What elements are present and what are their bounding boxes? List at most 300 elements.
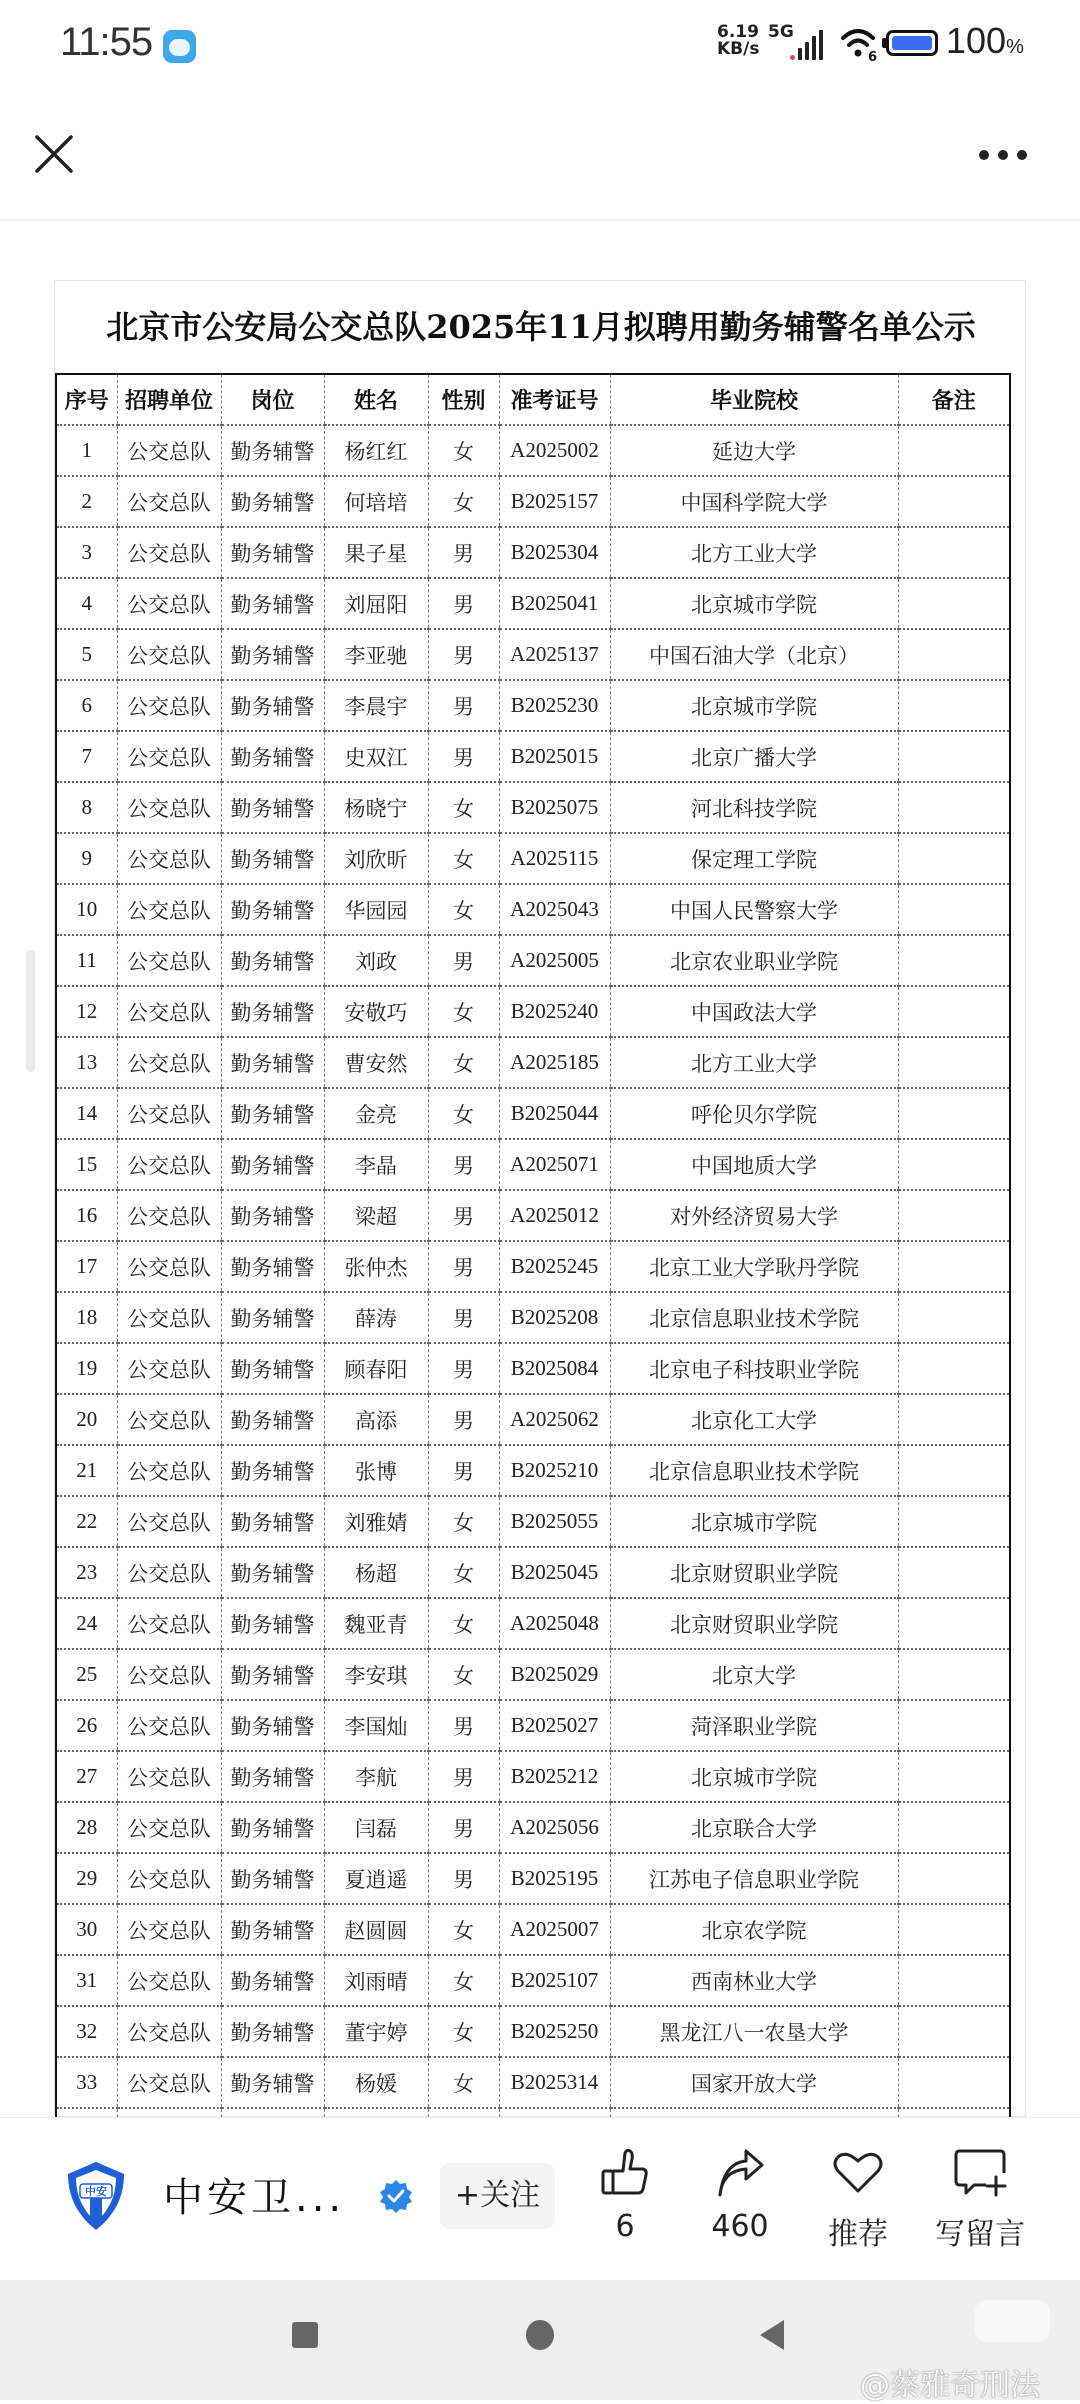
cell-exam-id: B2025029 [499, 1649, 610, 1700]
cell-exam-id: B2025107 [499, 1955, 610, 2006]
cell-index: 23 [56, 1547, 117, 1598]
cell-unit: 公交总队 [117, 884, 221, 935]
cell-exam-id: B2025045 [499, 1547, 610, 1598]
cell-school: 北方工业大学 [610, 527, 898, 578]
cell-gender: 女 [428, 884, 499, 935]
table-row [56, 1088, 1010, 1139]
cell-index: 21 [56, 1445, 117, 1496]
cell-index: 6 [56, 680, 117, 731]
cell-remark [898, 2057, 1010, 2108]
cell-position: 勤务辅警 [221, 1037, 324, 1088]
cell-remark [898, 1904, 1010, 1955]
cell-unit: 公交总队 [117, 1190, 221, 1241]
cell-school: 北京信息职业技术学院 [610, 1445, 898, 1496]
cell-exam-id: A2025048 [499, 1598, 610, 1649]
cell-position: 勤务辅警 [221, 578, 324, 629]
cell-exam-id: A2025002 [499, 425, 610, 476]
cell-remark [898, 2006, 1010, 2057]
table-row [56, 782, 1010, 833]
cell-gender: 女 [428, 833, 499, 884]
cell-school: 北京信息职业技术学院 [610, 1292, 898, 1343]
cell-unit: 公交总队 [117, 1241, 221, 1292]
cell-name: 梁超 [324, 1190, 428, 1241]
table-row [56, 2057, 1010, 2108]
cell-gender: 男 [428, 1292, 499, 1343]
cell-unit: 公交总队 [117, 680, 221, 731]
column-header-position: 岗位 [221, 374, 324, 425]
cell-position: 勤务辅警 [221, 680, 324, 731]
cell-index: 25 [56, 1649, 117, 1700]
cell-position: 勤务辅警 [221, 1955, 324, 2006]
home-button[interactable] [526, 2320, 554, 2350]
cell-name: 刘政 [324, 935, 428, 986]
cell-position: 勤务辅警 [221, 884, 324, 935]
cell-unit: 公交总队 [117, 935, 221, 986]
cell-position: 勤务辅警 [221, 1700, 324, 1751]
cell-position: 勤务辅警 [221, 1394, 324, 1445]
cell-name: 李晶 [324, 1139, 428, 1190]
cell-remark [898, 1649, 1010, 1700]
cell-remark [898, 986, 1010, 1037]
cell-unit: 公交总队 [117, 1598, 221, 1649]
cell-gender: 女 [428, 782, 499, 833]
cell-exam-id: A2025056 [499, 1802, 610, 1853]
column-header-name: 姓名 [324, 374, 428, 425]
cell-school: 延边大学 [610, 425, 898, 476]
cell-gender: 女 [428, 1598, 499, 1649]
cell-exam-id: B2025195 [499, 1853, 610, 1904]
author-name[interactable]: 中安卫... [163, 2175, 346, 2221]
cell-school: 北京大学 [610, 1649, 898, 1700]
cell-remark [898, 1241, 1010, 1292]
table-row [56, 1241, 1010, 1292]
cell-index: 2 [56, 476, 117, 527]
cell-remark [898, 1853, 1010, 1904]
cell-school: 北京财贸职业学院 [610, 1547, 898, 1598]
scroll-indicator[interactable] [26, 950, 35, 1072]
cell-exam-id: A2025137 [499, 629, 610, 680]
cell-position: 勤务辅警 [221, 1190, 324, 1241]
cell-school: 北京联合大学 [610, 1802, 898, 1853]
table-row [56, 884, 1010, 935]
comment-label: 写留言 [935, 2217, 1025, 2252]
cell-index: 30 [56, 1904, 117, 1955]
cell-unit: 公交总队 [117, 731, 221, 782]
roster-body [56, 425, 1010, 2159]
more-dots-icon [979, 150, 989, 160]
cell-school: 北京城市学院 [610, 1496, 898, 1547]
cell-school: 北京城市学院 [610, 680, 898, 731]
close-button[interactable] [30, 130, 78, 178]
cell-unit: 公交总队 [117, 1955, 221, 2006]
cell-school: 西南林业大学 [610, 1955, 898, 2006]
table-row [56, 935, 1010, 986]
cell-remark [898, 1598, 1010, 1649]
cell-remark [898, 1394, 1010, 1445]
table-row [56, 1547, 1010, 1598]
cell-position: 勤务辅警 [221, 1343, 324, 1394]
cell-school: 国家开放大学 [610, 2057, 898, 2108]
cell-school: 中国地质大学 [610, 1139, 898, 1190]
cell-index: 12 [56, 986, 117, 1037]
cell-remark [898, 1343, 1010, 1394]
cell-position: 勤务辅警 [221, 2057, 324, 2108]
column-header-index: 序号 [56, 374, 117, 425]
cell-index: 10 [56, 884, 117, 935]
cell-unit: 公交总队 [117, 1088, 221, 1139]
cell-remark [898, 1445, 1010, 1496]
cell-school: 北京工业大学耿丹学院 [610, 1241, 898, 1292]
cell-school: 北京化工大学 [610, 1394, 898, 1445]
cell-exam-id: B2025055 [499, 1496, 610, 1547]
cell-unit: 公交总队 [117, 1547, 221, 1598]
document-image[interactable] [54, 280, 1026, 2117]
cell-unit: 公交总队 [117, 425, 221, 476]
table-row [56, 680, 1010, 731]
cell-position: 勤务辅警 [221, 1802, 324, 1853]
table-row [56, 1190, 1010, 1241]
cell-school: 对外经济贸易大学 [610, 1190, 898, 1241]
cell-position: 勤务辅警 [221, 476, 324, 527]
cell-unit: 公交总队 [117, 629, 221, 680]
cell-index: 13 [56, 1037, 117, 1088]
cell-exam-id: A2025062 [499, 1394, 610, 1445]
cell-exam-id: B2025157 [499, 476, 610, 527]
cell-unit: 公交总队 [117, 1037, 221, 1088]
cell-remark [898, 1751, 1010, 1802]
cell-name: 赵圆圆 [324, 1904, 428, 1955]
table-row [56, 1139, 1010, 1190]
table-row [56, 1292, 1010, 1343]
cell-school: 河北科技学院 [610, 782, 898, 833]
cell-remark [898, 680, 1010, 731]
cell-unit: 公交总队 [117, 1496, 221, 1547]
table-row [56, 1037, 1010, 1088]
table-row [56, 527, 1010, 578]
cell-index: 27 [56, 1751, 117, 1802]
cell-exam-id: A2025007 [499, 1904, 610, 1955]
cell-index: 3 [56, 527, 117, 578]
cell-name: 李国灿 [324, 1700, 428, 1751]
cell-remark [898, 1802, 1010, 1853]
heart-icon [830, 2145, 886, 2201]
cell-remark [898, 1496, 1010, 1547]
cell-name: 董宇婷 [324, 2006, 428, 2057]
cell-index: 15 [56, 1139, 117, 1190]
cell-remark [898, 425, 1010, 476]
cell-exam-id: B2025041 [499, 578, 610, 629]
cell-position: 勤务辅警 [221, 1241, 324, 1292]
cell-unit: 公交总队 [117, 1904, 221, 1955]
cell-index: 16 [56, 1190, 117, 1241]
cell-name: 安敬巧 [324, 986, 428, 1037]
cell-position: 勤务辅警 [221, 1904, 324, 1955]
cell-index: 32 [56, 2006, 117, 2057]
network-speed [717, 24, 759, 58]
cell-remark [898, 1190, 1010, 1241]
cell-school: 北京广播大学 [610, 731, 898, 782]
cell-gender: 男 [428, 935, 499, 986]
cell-remark [898, 1037, 1010, 1088]
cell-unit: 公交总队 [117, 1343, 221, 1394]
table-row [56, 476, 1010, 527]
cell-index: 33 [56, 2057, 117, 2108]
cell-exam-id: A2025005 [499, 935, 610, 986]
table-row [56, 1802, 1010, 1853]
cell-school: 中国科学院大学 [610, 476, 898, 527]
cell-position: 勤务辅警 [221, 1292, 324, 1343]
cell-name: 果子星 [324, 527, 428, 578]
cell-index: 5 [56, 629, 117, 680]
cell-index: 7 [56, 731, 117, 782]
back-button[interactable] [760, 2320, 784, 2350]
cell-unit: 公交总队 [117, 1700, 221, 1751]
cell-position: 勤务辅警 [221, 1751, 324, 1802]
cell-school: 北京城市学院 [610, 578, 898, 629]
table-row [56, 1700, 1010, 1751]
cell-exam-id: B2025245 [499, 1241, 610, 1292]
cell-position: 勤务辅警 [221, 986, 324, 1037]
table-row [56, 1955, 1010, 2006]
cell-position: 勤务辅警 [221, 2006, 324, 2057]
cell-remark [898, 731, 1010, 782]
cell-index: 19 [56, 1343, 117, 1394]
roster-table [55, 373, 1011, 2160]
cell-position: 勤务辅警 [221, 527, 324, 578]
svg-text:中安: 中安 [85, 2185, 107, 2198]
cell-remark [898, 1292, 1010, 1343]
column-header-school: 毕业院校 [610, 374, 898, 425]
cell-gender: 女 [428, 2057, 499, 2108]
cell-position: 勤务辅警 [221, 833, 324, 884]
network-speed-unit: KB/s [717, 39, 760, 59]
wifi-icon [840, 26, 880, 65]
watermark-badge: 小红书 [975, 2300, 1050, 2342]
cell-name: 李晨宇 [324, 680, 428, 731]
cell-remark [898, 578, 1010, 629]
cell-unit: 公交总队 [117, 1394, 221, 1445]
cell-exam-id: A2025043 [499, 884, 610, 935]
cell-gender: 男 [428, 731, 499, 782]
header-divider [0, 219, 1080, 221]
cell-exam-id: B2025210 [499, 1445, 610, 1496]
cell-position: 勤务辅警 [221, 1139, 324, 1190]
cell-name: 金亮 [324, 1088, 428, 1139]
cell-unit: 公交总队 [117, 986, 221, 1037]
comment-button[interactable] [920, 2145, 1040, 2275]
cell-name: 杨红红 [324, 425, 428, 476]
table-row [56, 1496, 1010, 1547]
close-icon [30, 130, 78, 178]
cell-name: 张博 [324, 1445, 428, 1496]
cell-name: 李航 [324, 1751, 428, 1802]
cell-index: 31 [56, 1955, 117, 2006]
table-row [56, 578, 1010, 629]
network-type: 5G [768, 22, 794, 42]
cell-position: 勤务辅警 [221, 731, 324, 782]
cell-position: 勤务辅警 [221, 629, 324, 680]
cell-unit: 公交总队 [117, 2006, 221, 2057]
cell-unit: 公交总队 [117, 1802, 221, 1853]
cell-unit: 公交总队 [117, 782, 221, 833]
cell-index: 24 [56, 1598, 117, 1649]
cell-gender: 男 [428, 1700, 499, 1751]
cell-school: 北京财贸职业学院 [610, 1598, 898, 1649]
cell-school: 北京农学院 [610, 1904, 898, 1955]
cell-exam-id: B2025304 [499, 527, 610, 578]
share-button[interactable] [685, 2145, 795, 2275]
recommend-button[interactable] [803, 2145, 913, 2275]
cell-gender: 女 [428, 1496, 499, 1547]
cell-school: 北方工业大学 [610, 1037, 898, 1088]
cell-remark [898, 629, 1010, 680]
cell-gender: 男 [428, 1751, 499, 1802]
like-button[interactable] [570, 2145, 680, 2275]
cell-gender: 男 [428, 1343, 499, 1394]
cell-gender: 女 [428, 2006, 499, 2057]
cell-gender: 男 [428, 1241, 499, 1292]
cell-name: 李安琪 [324, 1649, 428, 1700]
cell-index: 28 [56, 1802, 117, 1853]
cell-exam-id: A2025115 [499, 833, 610, 884]
table-row [56, 833, 1010, 884]
watermark-weibo: @蔡雅奇刑法 [860, 2368, 1040, 2403]
cell-gender: 男 [428, 527, 499, 578]
table-row [56, 731, 1010, 782]
cell-name: 李亚驰 [324, 629, 428, 680]
cell-unit: 公交总队 [117, 833, 221, 884]
cell-remark [898, 1547, 1010, 1598]
cell-name: 杨媛 [324, 2057, 428, 2108]
cell-gender: 女 [428, 1649, 499, 1700]
cell-gender: 男 [428, 1190, 499, 1241]
cell-position: 勤务辅警 [221, 1853, 324, 1904]
cell-exam-id: A2025071 [499, 1139, 610, 1190]
cell-unit: 公交总队 [117, 527, 221, 578]
cell-name: 华园园 [324, 884, 428, 935]
cell-index: 22 [56, 1496, 117, 1547]
cell-unit: 公交总队 [117, 1853, 221, 1904]
recent-apps-button[interactable] [292, 2322, 318, 2348]
table-row [56, 1394, 1010, 1445]
cell-exam-id: A2025185 [499, 1037, 610, 1088]
cell-unit: 公交总队 [117, 2057, 221, 2108]
cell-remark [898, 1700, 1010, 1751]
cell-gender: 女 [428, 986, 499, 1037]
cell-name: 魏亚青 [324, 1598, 428, 1649]
cell-remark [898, 1955, 1010, 2006]
table-row [56, 1598, 1010, 1649]
table-row [56, 1343, 1010, 1394]
battery-icon [886, 30, 938, 56]
cell-exam-id: B2025250 [499, 2006, 610, 2057]
cell-school: 菏泽职业学院 [610, 1700, 898, 1751]
cell-school: 呼伦贝尔学院 [610, 1088, 898, 1139]
column-header-gender: 性别 [428, 374, 499, 425]
like-count: 6 [615, 2209, 635, 2244]
cell-gender: 男 [428, 578, 499, 629]
cell-remark [898, 1139, 1010, 1190]
cell-gender: 男 [428, 629, 499, 680]
cell-school: 黑龙江八一农垦大学 [610, 2006, 898, 2057]
cell-name: 杨晓宁 [324, 782, 428, 833]
cell-gender: 男 [428, 1445, 499, 1496]
cell-name: 曹安然 [324, 1037, 428, 1088]
cell-gender: 女 [428, 425, 499, 476]
cell-exam-id: B2025027 [499, 1700, 610, 1751]
cell-exam-id: A2025012 [499, 1190, 610, 1241]
cell-unit: 公交总队 [117, 1292, 221, 1343]
cell-gender: 男 [428, 1802, 499, 1853]
shield-logo-icon [58, 2158, 134, 2234]
cell-position: 勤务辅警 [221, 1547, 324, 1598]
table-row [56, 2006, 1010, 2057]
cell-exam-id: B2025015 [499, 731, 610, 782]
cell-position: 勤务辅警 [221, 782, 324, 833]
document-title: 北京市公安局公交总队2025年11月拟聘用勤务辅警名单公示 [106, 308, 976, 346]
cell-position: 勤务辅警 [221, 1088, 324, 1139]
table-header-row [56, 374, 1010, 425]
cell-index: 8 [56, 782, 117, 833]
thumbs-up-icon [597, 2145, 653, 2201]
cell-gender: 女 [428, 476, 499, 527]
cell-index: 29 [56, 1853, 117, 1904]
cell-gender: 男 [428, 1394, 499, 1445]
cell-position: 勤务辅警 [221, 1445, 324, 1496]
cell-name: 史双江 [324, 731, 428, 782]
cell-remark [898, 884, 1010, 935]
cell-gender: 女 [428, 1547, 499, 1598]
cell-index: 14 [56, 1088, 117, 1139]
cell-exam-id: B2025212 [499, 1751, 610, 1802]
cell-name: 刘雨晴 [324, 1955, 428, 2006]
cell-name: 张仲杰 [324, 1241, 428, 1292]
cell-unit: 公交总队 [117, 1139, 221, 1190]
table-row [56, 1904, 1010, 1955]
cell-gender: 男 [428, 1139, 499, 1190]
network-speed-value: 6.19 [717, 22, 759, 42]
cell-name: 高添 [324, 1394, 428, 1445]
cell-exam-id: B2025314 [499, 2057, 610, 2108]
cell-name: 刘屈阳 [324, 578, 428, 629]
cell-exam-id: B2025208 [499, 1292, 610, 1343]
cell-name: 顾春阳 [324, 1343, 428, 1394]
cell-remark [898, 476, 1010, 527]
cell-remark [898, 1088, 1010, 1139]
cell-name: 何培培 [324, 476, 428, 527]
follow-button[interactable]: +关注 [440, 2163, 555, 2229]
cell-position: 勤务辅警 [221, 1649, 324, 1700]
cell-gender: 男 [428, 680, 499, 731]
cell-remark [898, 782, 1010, 833]
share-arrow-icon [712, 2145, 768, 2201]
cell-exam-id: B2025230 [499, 680, 610, 731]
author-avatar[interactable] [58, 2158, 134, 2234]
cell-position: 勤务辅警 [221, 425, 324, 476]
column-header-unit: 招聘单位 [117, 374, 221, 425]
share-count: 460 [711, 2209, 769, 2244]
cell-index: 9 [56, 833, 117, 884]
more-options-button[interactable] [975, 140, 1035, 170]
table-row [56, 1751, 1010, 1802]
column-header-remark: 备注 [898, 374, 1010, 425]
cell-exam-id: B2025075 [499, 782, 610, 833]
cell-index: 20 [56, 1394, 117, 1445]
status-time: 11:55 [60, 20, 153, 64]
cell-exam-id: B2025044 [499, 1088, 610, 1139]
recommend-label: 推荐 [828, 2217, 888, 2252]
cell-position: 勤务辅警 [221, 1496, 324, 1547]
